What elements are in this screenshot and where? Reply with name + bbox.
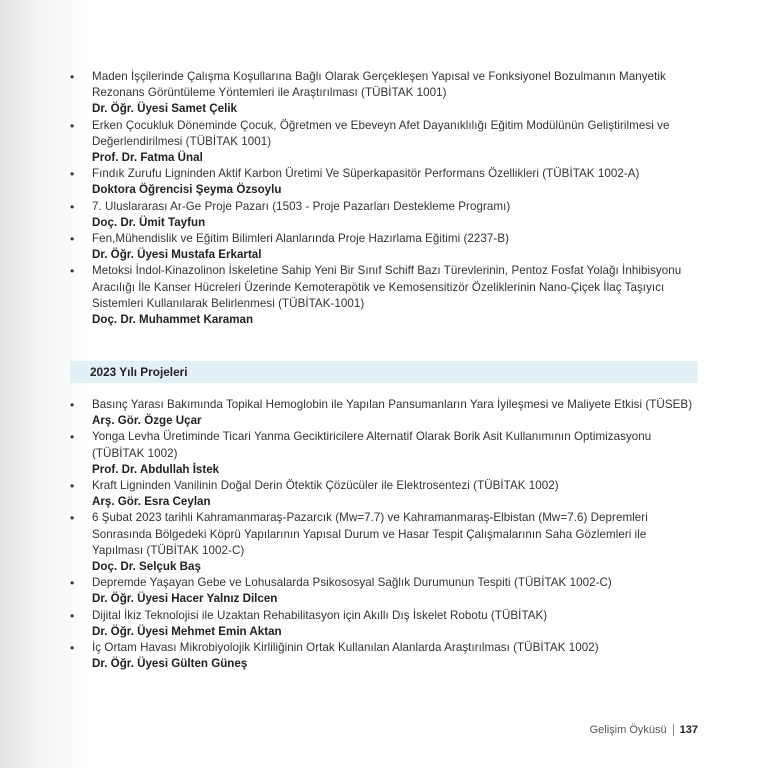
bullet: • [70, 232, 75, 247]
bullet: • [70, 398, 75, 412]
list-item [70, 510, 700, 575]
bullet: • [70, 576, 75, 591]
project-title: Fen,Mühendislik ve Eğitim Bilimleri Alanlarında Proje Hazırlama Eğitimi (2237-B) [92, 232, 510, 246]
project-title: 7. Uluslararası Ar-Ge Proje Pazarı (1503 - Proje Pazarları Destekleme Programı) [92, 199, 511, 213]
bullet: • [70, 167, 75, 182]
project-author: Doktora Öğrencisi Şeyma Özsoylu [92, 183, 282, 197]
list-item [70, 118, 700, 167]
project-author: Doç. Dr. Ümit Tayfun [92, 215, 206, 229]
project-author: Prof. Dr. Abdullah İstek [92, 462, 220, 476]
bullet: • [70, 264, 75, 279]
project-title: 6 Şubat 2023 tarihli Kahramanmaraş-Pazarcık (Mw=7.7) ve Kahramanmaraş-Elbistan (Mw=7.6) Depremleri Sonrasında Bölgedeki Köprü Yapılarının Yapısal Durum ve Hasar Tespit Çalışmalarının Saha Gözlemleri ile Yapılması (TÜBİTAK 1002-C) [92, 511, 648, 557]
list-item [70, 231, 700, 263]
bullet: • [70, 479, 75, 494]
project-title: Basınç Yarası Bakımında Topikal Hemoglobin ile Yapılan Pansumanların Yara İyileşmesi ve Maliyete Etkisi (TÜSEB) [92, 398, 693, 411]
project-title: İç Ortam Havası Mikrobiyolojik Kirliliğinin Ortak Kullanılan Alanlarda Araştırılması (TÜBİTAK 1002) [92, 641, 599, 655]
project-author: Dr. Öğr. Üyesi Mustafa Erkartal [92, 248, 262, 262]
bullet: • [70, 608, 75, 623]
page-footer [590, 724, 698, 736]
project-author: Dr. Öğr. Üyesi Hacer Yalnız Dilcen [92, 592, 278, 606]
project-title: Fındık Zurufu Ligninden Aktif Karbon Üretimi Ve Süperkapasitör Performans Özellikleri (TÜBİTAK 1002-A) [92, 167, 640, 181]
project-author: Dr. Öğr. Üyesi Mehmet Emin Aktan [92, 624, 282, 638]
project-list-2023 [70, 397, 700, 672]
project-author: Arş. Gör. Esra Ceylan [92, 495, 211, 509]
list-item [70, 429, 700, 478]
project-author: Prof. Dr. Fatma Ünal [92, 151, 203, 165]
bullet: • [70, 199, 75, 214]
page-number: 137 [679, 724, 698, 736]
footer-divider [673, 724, 674, 736]
footer-text: Gelişim Öyküsü [589, 724, 667, 736]
project-title: Dijital İkiz Teknolojisi ile Uzaktan Rehabilitasyon için Akıllı Dış İskelet Robotu (TÜBİTAK) [92, 608, 548, 622]
bullet: • [70, 430, 75, 445]
project-title: Maden İşçilerinde Çalışma Koşullarına Bağlı Olarak Gerçekleşen Yapısal ve Fonksiyonel Bozulmanın Manyetik Rezonans Görüntüleme Yöntemleri ile Araştırılması (TÜBİTAK 1001) [92, 70, 666, 100]
project-author: Doç. Dr. Muhammet Karaman [92, 313, 254, 327]
project-author: Dr. Öğr. Üyesi Gülten Güneş [92, 657, 248, 671]
section-header-2023 [70, 361, 698, 383]
bullet: • [70, 70, 75, 84]
project-title: Depremde Yaşayan Gebe ve Lohusalarda Psikososyal Sağlık Durumunun Tespiti (TÜBİTAK 1002-C) [92, 576, 612, 590]
list-item [70, 69, 700, 118]
bullet: • [70, 641, 75, 656]
list-item [70, 397, 700, 429]
project-title: Metoksi İndol-Kinazolinon İskeletine Sahip Yeni Bir Sınıf Schiff Bazı Türevlerinin, Pentoz Fosfat Yolağı İnhibisyonu Aracılığı İle Kanser Hücreleri Üzerinde Kemoterapötik ve Kemosensitizör Özeliklerinin Nano-Çiçek İlaç Taşıyıcı Sistemleri Kullanılarak Belirlenmesi (TÜBİTAK-1001) [92, 264, 682, 310]
section-title: 2023 Yılı Projeleri [90, 365, 188, 379]
project-title: Yonga Levha Üretiminde Ticari Yanma Geciktiricilere Alternatif Olarak Borik Asit Kullanımının Optimizasyonu (TÜBİTAK 1002) [92, 430, 652, 460]
list-item [70, 263, 700, 328]
project-author: Doç. Dr. Selçuk Baş [92, 560, 201, 574]
bullet: • [70, 511, 75, 526]
project-author: Arş. Gör. Özge Uçar [92, 414, 202, 428]
list-item [70, 608, 700, 640]
project-list-previous [70, 69, 700, 328]
list-item [70, 166, 700, 198]
bullet: • [70, 118, 75, 133]
list-item [70, 640, 700, 672]
list-item [70, 575, 700, 607]
project-title: Erken Çocukluk Döneminde Çocuk, Öğretmen ve Ebeveyn Afet Dayanıklılığı Eğitim Modülünün Geliştirilmesi ve Değerlendirilmesi (TÜBİTAK 1001) [92, 118, 670, 148]
list-item [70, 199, 700, 231]
list-item [70, 478, 700, 510]
project-title: Kraft Ligninden Vanilinin Doğal Derin Ötektik Çözücüler ile Elektrosentezi (TÜBİTAK 1002) [92, 479, 559, 493]
project-author: Dr. Öğr. Üyesi Samet Çelik [92, 102, 237, 116]
